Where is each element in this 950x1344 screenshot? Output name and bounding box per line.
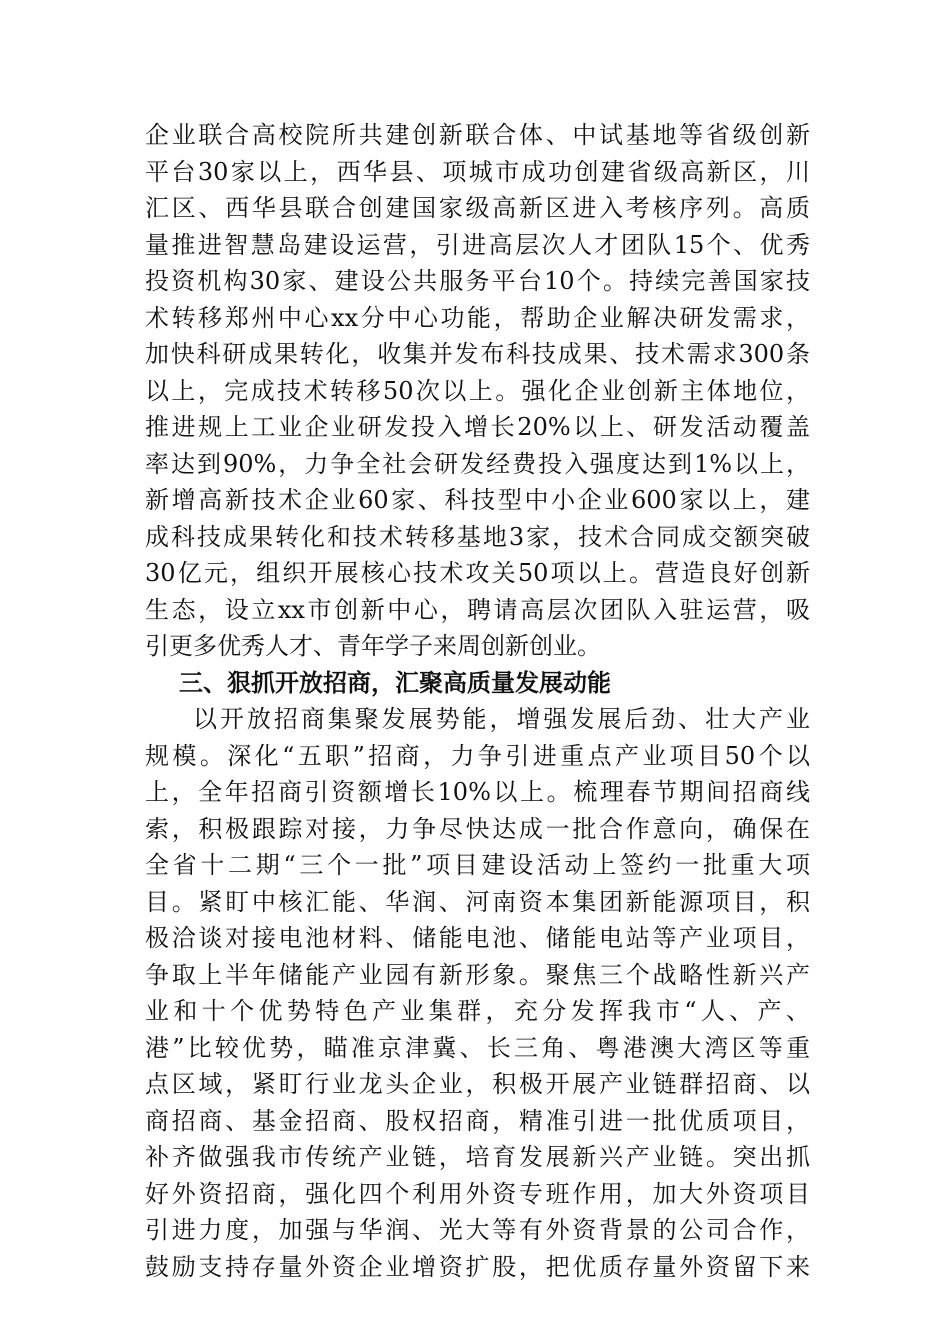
paragraph-line: 投资机构30家、建设公共服务平台10个。持续完善国家技 (145, 267, 810, 295)
paragraph-line: 平台30家以上，西华县、项城市成功创建省级高新区，川 (145, 157, 810, 186)
paragraph-line: 新增高新技术企业60家、科技型中小企业600家以上，建 (145, 486, 810, 514)
paragraph-line: 港”比较优势，瞄准京津冀、长三角、粤港澳大湾区等重 (145, 1033, 810, 1062)
paragraph-line: 30亿元，组织开展核心技术攻关50项以上。营造良好创新 (145, 559, 810, 587)
paragraph-line: 汇区、西华县联合创建国家级高新区进入考核序列。高质 (145, 194, 810, 222)
paragraph-line: 规模。深化“五职”招商，力争引进重点产业项目50个以 (145, 741, 810, 770)
paragraph-investment (145, 701, 810, 1285)
paragraph-line: 术转移郑州中心xx分中心功能，帮助企业解决研发需求， (145, 303, 810, 332)
paragraph-line: 好外资招商，强化四个利用外资专班作用，加大外资项目 (145, 1179, 810, 1208)
paragraph-line: 率达到90%，力争全社会研发经费投入强度达到1%以上， (145, 449, 810, 478)
paragraph-innovation (145, 117, 810, 665)
paragraph-line: 业和十个优势特色产业集群，充分发挥我市“人、产、 (145, 997, 810, 1025)
paragraph-line: 争取上半年储能产业园有新形象。聚焦三个战略性新兴产 (145, 960, 810, 989)
paragraph-line: 引进力度，加强与华润、光大等有外资背景的公司合作， (145, 1216, 810, 1244)
paragraph-line: 点区域，紧盯行业龙头企业，积极开展产业链群招商、以 (145, 1070, 810, 1098)
section-heading: 三、狠抓开放招商，汇聚高质量发展动能 (179, 668, 611, 697)
paragraph-line: 上，全年招商引资额增长10%以上。梳理春节期间招商线 (145, 778, 810, 806)
paragraph-line: 商招商、基金招商、股权招商，精准引进一批优质项目， (145, 1106, 810, 1135)
paragraph-line: 生态，设立xx市创新中心，聘请高层次团队入驻运营，吸 (145, 595, 810, 624)
paragraph-line: 成科技成果转化和技术转移基地3家，技术合同成交额突破 (145, 522, 810, 551)
paragraph-line: 目。紧盯中核汇能、华润、河南资本集团新能源项目，积 (145, 887, 810, 916)
paragraph-line: 极洽谈对接电池材料、储能电池、储能电站等产业项目， (145, 924, 810, 952)
paragraph-line: 以上，完成技术转移50次以上。强化企业创新主体地位， (145, 376, 810, 405)
document-body (145, 117, 810, 1285)
paragraph-line: 引更多优秀人才、青年学子来周创新创业。 (145, 632, 601, 660)
paragraph-line: 量推进智慧岛建设运营，引进高层次人才团队15个、优秀 (145, 230, 810, 259)
paragraph-line: 全省十二期“三个一批”项目建设活动上签约一批重大项 (145, 851, 810, 879)
paragraph-line: 以开放招商集聚发展势能，增强发展后劲、壮大产业 (193, 705, 810, 733)
paragraph-line: 企业联合高校院所共建创新联合体、中试基地等省级创新 (145, 121, 810, 149)
paragraph-line: 补齐做强我市传统产业链，培育发展新兴产业链。突出抓 (145, 1143, 810, 1171)
paragraph-line: 加快科研成果转化，收集并发布科技成果、技术需求300条 (145, 340, 810, 368)
paragraph-line: 推进规上工业企业研发投入增长20%以上、研发活动覆盖 (145, 413, 810, 441)
paragraph-line: 索，积极跟踪对接，力争尽快达成一批合作意向，确保在 (145, 814, 810, 843)
paragraph-line: 鼓励支持存量外资企业增资扩股，把优质存量外资留下来 (145, 1252, 810, 1281)
